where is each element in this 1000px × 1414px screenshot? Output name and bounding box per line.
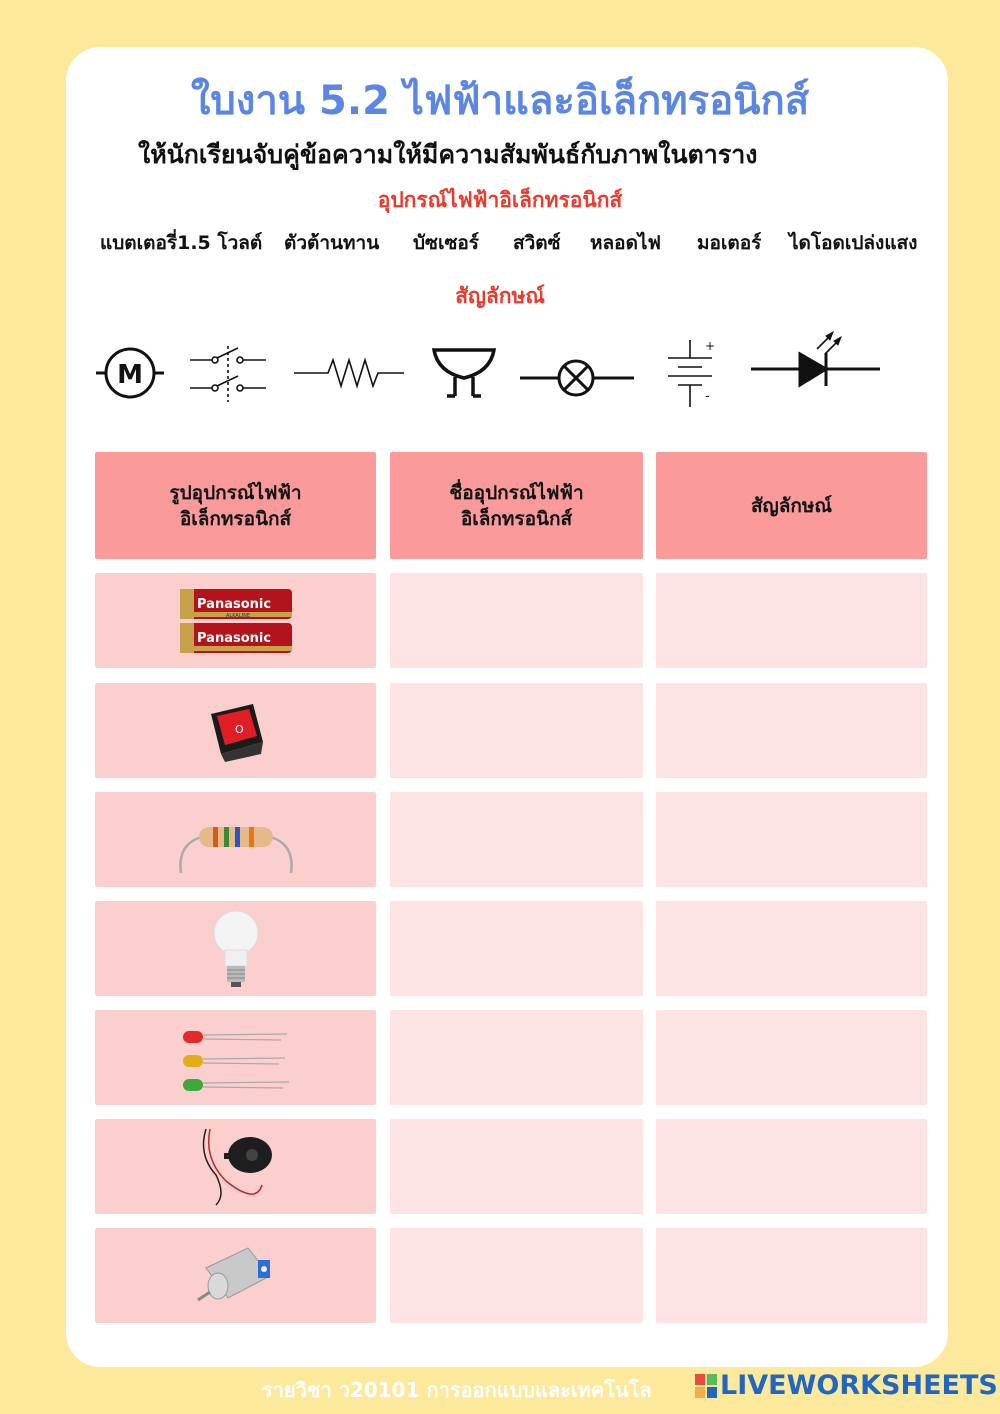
word-switch[interactable]: สวิตซ์ <box>513 232 561 254</box>
battery-photo-icon <box>176 586 296 656</box>
table-row-5-symbol-drop[interactable] <box>656 1010 927 1105</box>
rocker-switch-photo-icon <box>203 698 269 764</box>
table-row-6-symbol-drop[interactable] <box>656 1119 927 1214</box>
table-row-6-picture <box>95 1119 376 1214</box>
header-picture-line2: อิเล็กทรอนิกส์ <box>179 507 292 530</box>
table-row-7-picture <box>95 1228 376 1323</box>
brand-logo[interactable]: LIVEWORKSHEETS <box>720 1370 998 1401</box>
table-row-3-picture <box>95 792 376 887</box>
table-row-6-name-drop[interactable] <box>390 1119 643 1214</box>
devices-heading: อุปกรณ์ไฟฟ้าอิเล็กทรอนิกส์ <box>377 188 623 212</box>
header-picture-line1: รูปอุปกรณ์ไฟฟ้า <box>169 481 302 504</box>
lamp-symbol[interactable] <box>520 361 634 395</box>
table-row-4-name-drop[interactable] <box>390 901 643 996</box>
table-row-1-symbol-drop[interactable] <box>656 573 927 668</box>
leds-photo-icon <box>181 1023 291 1093</box>
footer-course: รายวิชา ว20101 การออกแบบและเทคโนโล <box>262 1378 652 1402</box>
table-row-2-symbol-drop[interactable] <box>656 683 927 778</box>
table-row-3-name-drop[interactable] <box>390 792 643 887</box>
switch-symbol[interactable] <box>190 346 266 402</box>
table-row-2-name-drop[interactable] <box>390 683 643 778</box>
table-row-4-picture <box>95 901 376 996</box>
led-bulb-photo-icon <box>211 908 261 990</box>
header-picture <box>95 452 376 559</box>
resistor-symbol[interactable] <box>294 360 404 386</box>
symbol-row <box>0 330 1000 420</box>
word-lamp[interactable]: หลอดไฟ <box>590 232 661 254</box>
motor-symbol-letter: M <box>117 360 143 390</box>
battery-symbol[interactable] <box>668 339 715 407</box>
table-row-7-symbol-drop[interactable] <box>656 1228 927 1323</box>
battery-brand-2: Panasonic <box>196 630 271 646</box>
buzzer-photo-icon <box>196 1125 276 1209</box>
plus-sign: + <box>705 339 716 353</box>
symbols-heading: สัญลักษณ์ <box>455 284 545 308</box>
header-name <box>390 452 643 559</box>
switch-mark: O <box>234 722 244 736</box>
battery-sub-1: ALKALINE <box>225 612 250 619</box>
table-row-1-name-drop[interactable] <box>390 573 643 668</box>
table-row-7-name-drop[interactable] <box>390 1228 643 1323</box>
motor-symbol[interactable] <box>96 349 164 397</box>
header-symbol <box>656 452 927 559</box>
header-symbol-line1: สัญลักษณ์ <box>750 494 833 517</box>
minus-sign: - <box>705 389 710 404</box>
resistor-photo-icon <box>171 805 301 875</box>
word-resistor[interactable]: ตัวต้านทาน <box>284 232 380 254</box>
table-row-5-name-drop[interactable] <box>390 1010 643 1105</box>
page-title: ใบงาน 5.2 ไฟฟ้าและอิเล็กทรอนิกส์ <box>190 78 810 124</box>
table-row-2-picture <box>95 683 376 778</box>
header-name-line1: ชื่ออุปกรณ์ไฟฟ้า <box>449 481 584 504</box>
word-motor[interactable]: มอเตอร์ <box>697 232 762 254</box>
table-row-3-symbol-drop[interactable] <box>656 792 927 887</box>
battery-brand-1: Panasonic <box>196 596 271 612</box>
word-buzzer[interactable]: บัซเซอร์ <box>413 232 479 254</box>
buzzer-symbol[interactable] <box>434 350 494 396</box>
led-symbol[interactable] <box>751 332 880 386</box>
dc-motor-photo-icon <box>196 1238 276 1314</box>
table-row-1-picture <box>95 573 376 668</box>
table-row-5-picture <box>95 1010 376 1105</box>
word-battery[interactable]: แบตเตอรี่1.5 โวลต์ <box>100 232 263 254</box>
header-name-line2: อิเล็กทรอนิกส์ <box>460 507 573 530</box>
liveworksheets-logo-icon <box>695 1374 717 1398</box>
word-led[interactable]: ไดโอดเปล่งแสง <box>789 232 918 254</box>
instruction: ให้นักเรียนจับคู่ข้อความให้มีความสัมพันธ์กับภาพในตาราง <box>138 140 758 169</box>
table-row-4-symbol-drop[interactable] <box>656 901 927 996</box>
